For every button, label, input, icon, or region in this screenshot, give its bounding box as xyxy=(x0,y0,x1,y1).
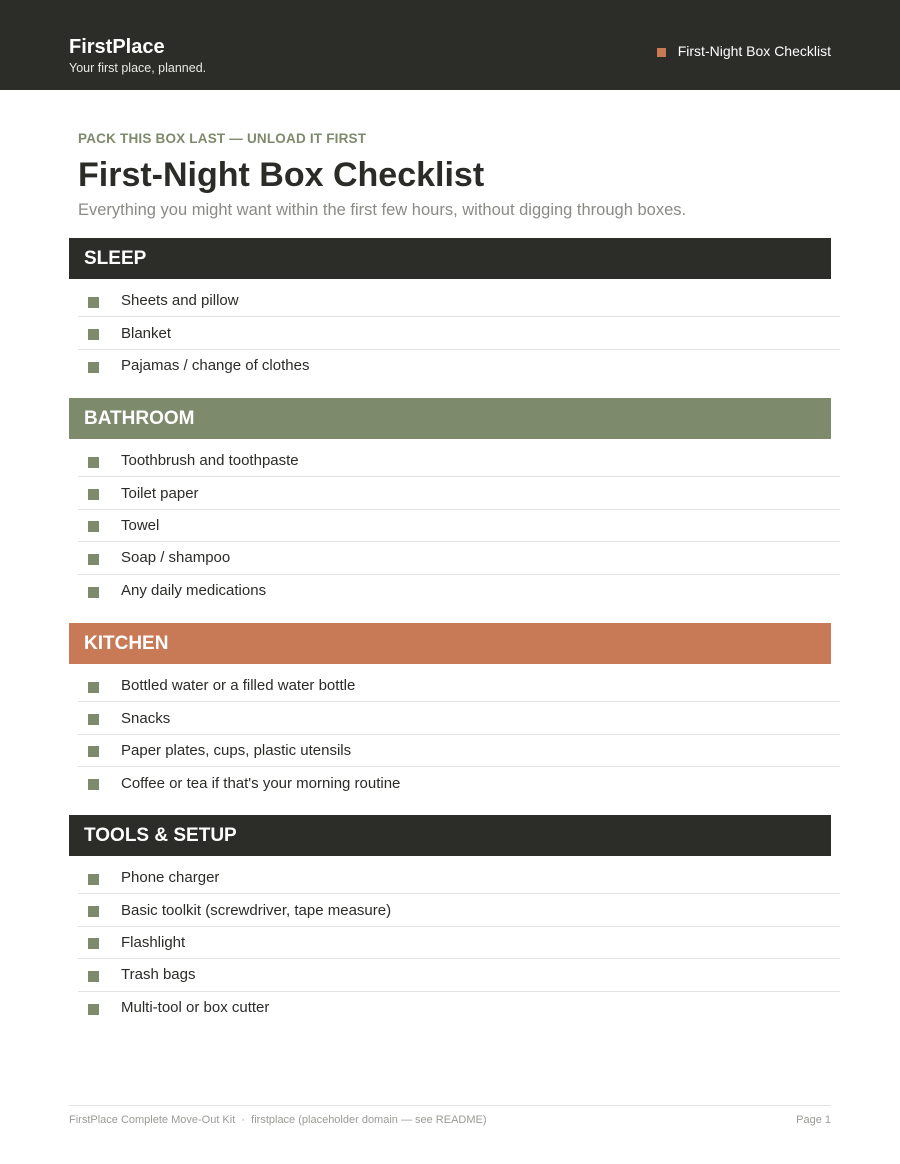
checklist-item-label: Basic toolkit (screwdriver, tape measure) xyxy=(121,901,392,919)
checklist-tools-setup xyxy=(78,862,840,1024)
checkbox-icon[interactable] xyxy=(88,971,99,982)
checklist-kitchen xyxy=(78,670,840,800)
checklist-item-label: Bottled water or a filled water bottle xyxy=(121,677,356,695)
footer-divider xyxy=(69,1105,831,1106)
checkbox-icon[interactable] xyxy=(88,521,99,532)
section-header-tools-setup: TOOLS & SETUP xyxy=(69,815,831,856)
checklist-item-label: Pajamas / change of clothes xyxy=(121,357,310,375)
checklist-item[interactable] xyxy=(78,285,840,317)
checklist-bathroom xyxy=(78,445,840,607)
section-sleep xyxy=(69,238,840,382)
checklist-item[interactable] xyxy=(78,894,840,926)
brand-tagline: Your first place, planned. xyxy=(69,61,207,75)
checklist-item[interactable] xyxy=(78,445,840,477)
page-number: Page 1 xyxy=(796,1114,831,1126)
checkbox-icon[interactable] xyxy=(88,779,99,790)
checkbox-icon[interactable] xyxy=(88,938,99,949)
page-title: First-Night Box Checklist xyxy=(78,156,485,194)
checklist-item[interactable] xyxy=(78,702,840,734)
checkbox-icon[interactable] xyxy=(88,1004,99,1015)
checklist-item-label: Blanket xyxy=(121,324,172,342)
checkbox-icon[interactable] xyxy=(88,329,99,340)
checklist-item[interactable] xyxy=(78,992,840,1024)
checkbox-icon[interactable] xyxy=(88,587,99,598)
checkbox-icon[interactable] xyxy=(88,682,99,693)
checklist-item-label: Multi-tool or box cutter xyxy=(121,999,270,1017)
checklist-sleep xyxy=(78,285,840,382)
checklist-item[interactable] xyxy=(78,510,840,542)
checkbox-icon[interactable] xyxy=(88,746,99,757)
checklist-item-label: Sheets and pillow xyxy=(121,292,239,310)
eyebrow-label: PACK THIS BOX LAST — UNLOAD IT FIRST xyxy=(78,131,367,146)
checklist-item[interactable] xyxy=(78,735,840,767)
square-bullet-icon xyxy=(657,48,666,57)
checklist-item-label: Towel xyxy=(121,516,160,534)
checklist-item-label: Flashlight xyxy=(121,933,186,951)
checkbox-icon[interactable] xyxy=(88,489,99,500)
checkbox-icon[interactable] xyxy=(88,554,99,565)
checklist-item-label: Paper plates, cups, plastic utensils xyxy=(121,741,352,759)
checklist-item-label: Toilet paper xyxy=(121,484,199,502)
checklist-item[interactable] xyxy=(78,862,840,894)
checklist-item-label: Soap / shampoo xyxy=(121,549,231,567)
section-kitchen xyxy=(69,623,840,800)
brand-name: FirstPlace xyxy=(69,36,165,58)
section-header-sleep: SLEEP xyxy=(69,238,831,279)
checklist-item-label: Toothbrush and toothpaste xyxy=(121,452,299,470)
section-bathroom xyxy=(69,398,840,607)
checkbox-icon[interactable] xyxy=(88,297,99,308)
checklist-item-label: Any daily medications xyxy=(121,582,267,600)
checklist-item[interactable] xyxy=(78,767,840,799)
checkbox-icon[interactable] xyxy=(88,874,99,885)
checklist-item[interactable] xyxy=(78,477,840,509)
checkbox-icon[interactable] xyxy=(88,457,99,468)
checklist-item-label: Snacks xyxy=(121,709,171,727)
checklist-item[interactable] xyxy=(78,670,840,702)
section-header-kitchen: KITCHEN xyxy=(69,623,831,664)
checklist-item[interactable] xyxy=(78,350,840,382)
section-header-bathroom: BATHROOM xyxy=(69,398,831,439)
checklist-item-label: Phone charger xyxy=(121,869,220,887)
checklist-item-label: Coffee or tea if that's your morning routine xyxy=(121,774,401,792)
checklist-item[interactable] xyxy=(78,575,840,607)
checkbox-icon[interactable] xyxy=(88,362,99,373)
checklist-item[interactable] xyxy=(78,959,840,991)
checkbox-icon[interactable] xyxy=(88,906,99,917)
checklist-item[interactable] xyxy=(78,317,840,349)
checklist-item[interactable] xyxy=(78,542,840,574)
checklist-item-label: Trash bags xyxy=(121,966,196,984)
document-reference-label: First-Night Box Checklist xyxy=(677,43,831,59)
top-bar xyxy=(0,0,900,90)
section-tools-setup xyxy=(69,815,840,1024)
checkbox-icon[interactable] xyxy=(88,714,99,725)
document-reference xyxy=(657,43,831,59)
footer-credit: FirstPlace Complete Move-Out Kit · firstplace (placeholder domain — see README) xyxy=(69,1114,487,1126)
checklist-item[interactable] xyxy=(78,927,840,959)
page-subtitle: Everything you might want within the first few hours, without digging through boxes. xyxy=(78,201,687,219)
